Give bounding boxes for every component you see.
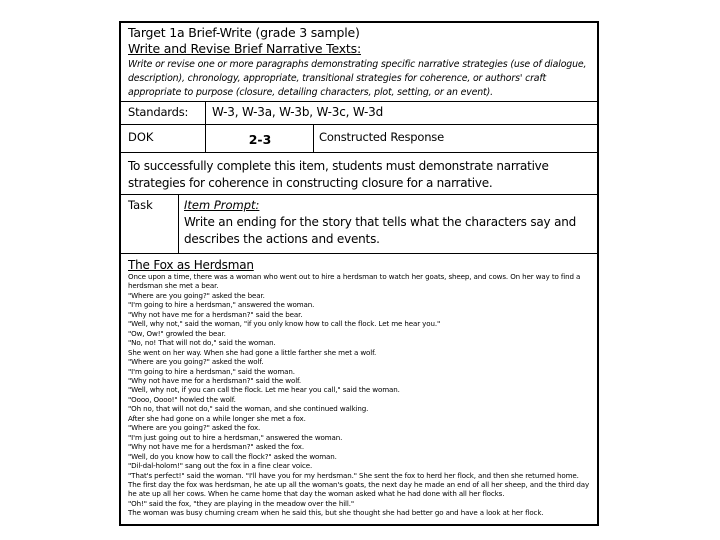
story-line: "Where are you going?" asked the wolf. [128, 357, 264, 367]
story-line: "I'm going to hire a herdsman," answered the woman. [128, 300, 315, 310]
story-line: "Why not have me for a herdsman?" said the bear. [128, 309, 303, 319]
item-type: Constructed Response [319, 130, 444, 144]
standards-label: Standards: [128, 105, 189, 119]
item-specification-table [119, 21, 599, 526]
standards-value: W-3, W-3a, W-3b, W-3c, W-3d [212, 105, 384, 119]
story-line: "Ow, Ow!" growled the bear. [128, 328, 226, 338]
story-text [128, 272, 598, 518]
story-line: "No, no! That will not do," said the woman. [128, 338, 276, 348]
story-line: After she had gone on a while longer she met a fox. [128, 413, 306, 423]
story-line: "Oh!" said the fox, "they are playing in the meadow over the hill." [128, 498, 355, 508]
claim-subtitle [128, 41, 361, 57]
item-prompt-label-text: Item Prompt [184, 198, 256, 212]
story-line: Once upon a time, there was a woman who went out to hire a herdsman to watch her goats, sheep, and cows. On her way to find a herdsman she met a bear. [128, 272, 581, 291]
story-line: "Why not have me for a herdsman?" asked the fox. [128, 442, 305, 452]
story-line: "I'm just going out to hire a herdsman," answered the woman. [128, 432, 343, 442]
story-line: The first day the fox was herdsman, he ate up all the woman's goats, the next day he made an end of all her sheep, and the third day he ate up all her cows. When he came home that day the woman asked what he had done with all her flocks. [128, 479, 590, 499]
story-line: "Where are you going?" asked the fox. [128, 423, 261, 433]
evidence-statement: To successfully complete this item, students must demonstrate narrative strategies for coherence in constructing closure for a narrative. [128, 159, 549, 190]
story-line: "Where are you going?" asked the bear. [128, 290, 265, 300]
row-divider [121, 124, 597, 125]
story-line: She went on her way. When she had gone a little farther she met a wolf. [128, 347, 377, 357]
target-description: Write or revise one or more paragraphs demonstrating specific narrative strategies (use of dialogue, description), chronology, appropriate, transitional strategies for coherence, or authors' craft appropriate to purpose (closure, detailing characters, plot, setting, or an event). [128, 59, 587, 98]
story-line: "Well, why not, if you can call the flock. Let me hear you call," said the woman. [128, 385, 400, 395]
item-prompt-label [184, 198, 259, 212]
row-divider [121, 101, 597, 102]
story-line: "Oooo, Oooo!" howled the wolf. [128, 394, 236, 404]
column-divider [313, 124, 314, 152]
story-title: The Fox as Herdsman [128, 258, 254, 272]
claim-subtitle-text: Write and Revise Brief Narrative Texts [128, 41, 357, 56]
story-line: "Dil-dal-holom!" sang out the fox in a fine clear voice. [128, 461, 313, 471]
story-line: "I'm going to hire a herdsman," said the woman. [128, 366, 295, 376]
column-divider [178, 194, 179, 253]
story-line: The woman was busy churning cream when he said this, but she thought she had better go and have a look at her flock. [128, 508, 544, 518]
claim-subtitle-colon: : [356, 41, 361, 56]
row-divider [121, 253, 597, 254]
row-divider [121, 152, 597, 153]
item-prompt-text: Write an ending for the story that tells what the characters say and describes the actions and events. [184, 215, 577, 246]
story-line: "Oh no, that will not do," said the woman, and she continued walking. [128, 404, 369, 414]
story-line: "Why not have me for a herdsman?" said the wolf. [128, 375, 302, 385]
target-title: Target 1a Brief-Write (grade 3 sample) [128, 25, 360, 40]
task-label: Task [128, 198, 153, 212]
story-line: "That's perfect!" said the woman. "I'll have you for my herdsman." She sent the fox to herd her flock, and then she returned home. [128, 470, 579, 480]
row-divider [121, 194, 597, 195]
dok-label: DOK [128, 130, 154, 144]
dok-value: 2-3 [248, 132, 272, 147]
story-line: "Well, do you know how to call the flock?" asked the woman. [128, 451, 337, 461]
item-prompt-colon: : [255, 198, 260, 212]
story-line: "Well, why not," said the woman, "if you only know how to call the flock. Let me hear you." [128, 319, 441, 329]
